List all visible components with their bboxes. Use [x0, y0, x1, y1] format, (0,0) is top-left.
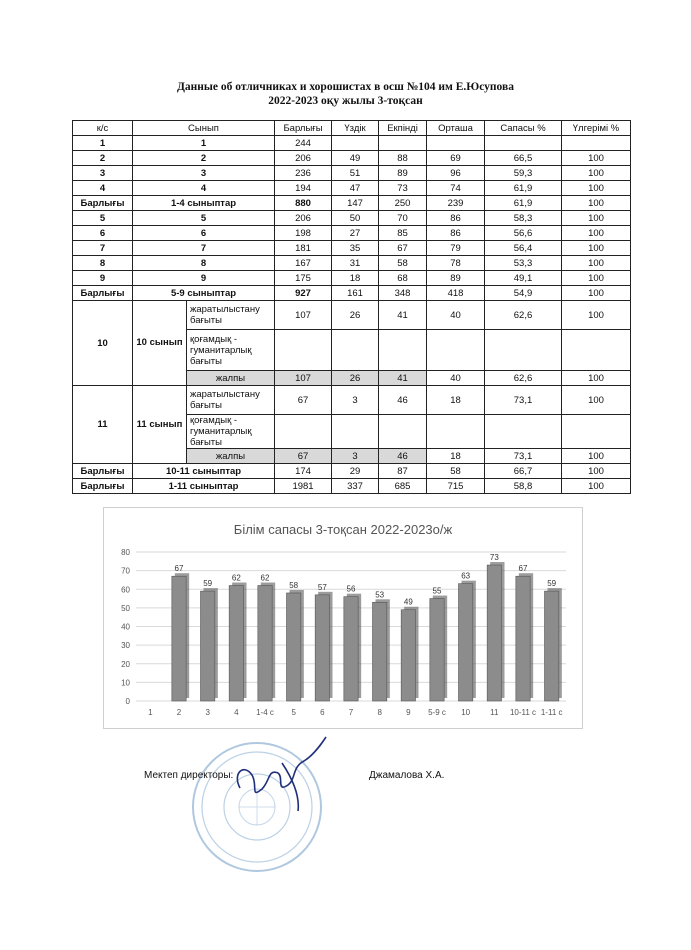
table-cell: 1981	[275, 479, 332, 494]
table-cell: 348	[379, 286, 427, 301]
table-cell: 35	[332, 241, 379, 256]
data-label: 67	[174, 564, 184, 574]
table-cell: 88	[379, 151, 427, 166]
bar	[487, 565, 501, 701]
table-cell: 62,6	[485, 371, 562, 386]
table-cell: 175	[275, 271, 332, 286]
bar	[201, 591, 215, 701]
bar	[258, 586, 272, 701]
table-cell: 927	[275, 286, 332, 301]
table-cell: 41	[379, 301, 427, 330]
table-cell: 87	[379, 464, 427, 479]
table-cell: 26	[332, 301, 379, 330]
table-cell: жаратылыстану бағыты	[187, 301, 275, 330]
table-cell: 10 сынып	[133, 301, 187, 386]
data-label: 58	[289, 580, 299, 590]
table-cell: 59,3	[485, 166, 562, 181]
table-cell: 100	[562, 301, 631, 330]
header-excellent: Үздік	[332, 121, 379, 136]
bar	[545, 591, 559, 701]
table-cell: 100	[562, 479, 631, 494]
quality-chart	[103, 507, 583, 729]
x-tick-label: 4	[234, 708, 239, 717]
data-label: 63	[461, 571, 471, 581]
table-cell: 61,9	[485, 196, 562, 211]
table-cell: 40	[427, 371, 485, 386]
bar	[516, 576, 530, 701]
table-cell: 58	[379, 256, 427, 271]
bar	[430, 599, 444, 701]
table-cell: 181	[275, 241, 332, 256]
table-cell: 5-9 сыныптар	[133, 286, 275, 301]
table-cell: 86	[427, 226, 485, 241]
table-cell: 5	[73, 211, 133, 226]
table-cell: 7	[73, 241, 133, 256]
table-cell: 239	[427, 196, 485, 211]
y-tick-label: 60	[121, 585, 130, 595]
table-cell: 70	[379, 211, 427, 226]
table-cell	[332, 136, 379, 151]
table-cell: 27	[332, 226, 379, 241]
table-cell: 100	[562, 286, 631, 301]
table-cell: 685	[379, 479, 427, 494]
table-row	[73, 464, 631, 479]
y-tick-label: 40	[121, 622, 130, 632]
data-label: 59	[547, 579, 557, 589]
y-tick-label: 50	[121, 603, 130, 613]
data-label: 73	[489, 553, 499, 563]
table-cell: қоғамдық - гуманитарлық бағыты	[187, 415, 275, 449]
x-tick-label: 6	[320, 708, 325, 717]
chart-title: Білім сапасы 3-тоқсан 2022-2023о/ж	[233, 522, 453, 537]
table-cell: 100	[562, 371, 631, 386]
table-cell: 11	[73, 386, 133, 464]
table-cell: 100	[562, 256, 631, 271]
table-cell: 1	[133, 136, 275, 151]
table-cell: 73	[379, 181, 427, 196]
bar	[459, 584, 473, 701]
y-tick-label: 70	[121, 566, 130, 576]
table-cell: 198	[275, 226, 332, 241]
table-cell	[485, 330, 562, 371]
data-label: 67	[518, 564, 528, 574]
bar	[172, 576, 186, 701]
director-label: Мектеп директоры:	[144, 770, 234, 781]
table-row	[73, 241, 631, 256]
table-cell: жалпы	[187, 449, 275, 464]
table-cell	[427, 330, 485, 371]
table-cell	[379, 136, 427, 151]
table-cell: 79	[427, 241, 485, 256]
data-label: 49	[403, 597, 413, 607]
table-cell: 9	[73, 271, 133, 286]
y-tick-label: 80	[121, 548, 130, 557]
table-cell	[562, 136, 631, 151]
table-cell: 46	[379, 386, 427, 415]
table-cell: 62,6	[485, 301, 562, 330]
table-cell: 67	[379, 241, 427, 256]
table-cell: 10-11 сыныптар	[133, 464, 275, 479]
table-row	[73, 196, 631, 211]
chart-svg	[104, 508, 582, 728]
table-cell: 100	[562, 196, 631, 211]
table-cell: 89	[427, 271, 485, 286]
table-cell: 206	[275, 151, 332, 166]
x-tick-label: 11	[490, 708, 499, 717]
table-cell	[562, 415, 631, 449]
table-cell: 715	[427, 479, 485, 494]
table-cell	[485, 136, 562, 151]
table-cell: 100	[562, 241, 631, 256]
y-tick-label: 20	[121, 659, 130, 669]
table-cell: 147	[332, 196, 379, 211]
table-row	[73, 166, 631, 181]
table-cell: 56,6	[485, 226, 562, 241]
table-cell: 6	[133, 226, 275, 241]
bar	[229, 586, 243, 701]
table-cell: 67	[275, 386, 332, 415]
table-cell: 4	[133, 181, 275, 196]
table-cell: 236	[275, 166, 332, 181]
table-cell: 8	[133, 256, 275, 271]
bar	[315, 595, 329, 701]
table-cell: 18	[332, 271, 379, 286]
data-label: 55	[432, 586, 442, 596]
table-row	[73, 386, 631, 415]
table-cell: 73,1	[485, 386, 562, 415]
x-tick-label: 3	[205, 708, 210, 717]
table-cell: жаратылыстану бағыты	[187, 386, 275, 415]
header-good: Екпінді	[379, 121, 427, 136]
table-row	[73, 136, 631, 151]
header-total: Барлығы	[275, 121, 332, 136]
table-cell: 100	[562, 151, 631, 166]
table-cell: 89	[379, 166, 427, 181]
data-label: 62	[260, 573, 270, 583]
x-tick-label: 10-11 с	[509, 708, 537, 717]
table-cell: 107	[275, 301, 332, 330]
table-cell: 6	[73, 226, 133, 241]
table-cell: 418	[427, 286, 485, 301]
table-row	[73, 256, 631, 271]
table-cell: 78	[427, 256, 485, 271]
table-cell	[379, 330, 427, 371]
data-label: 59	[203, 579, 213, 589]
table-cell: 53,3	[485, 256, 562, 271]
table-cell: 49	[332, 151, 379, 166]
table-cell: 3	[133, 166, 275, 181]
table-cell: 250	[379, 196, 427, 211]
table-cell	[332, 330, 379, 371]
table-row	[73, 286, 631, 301]
table-cell: 46	[379, 449, 427, 464]
table-cell: Барлығы	[73, 286, 133, 301]
table-cell	[379, 415, 427, 449]
data-label: 57	[317, 582, 327, 592]
document-subtitle: 2022-2023 оқу жылы 3-тоқсан	[268, 95, 423, 107]
table-cell: 67	[275, 449, 332, 464]
table-cell: 86	[427, 211, 485, 226]
x-tick-label: 1-4 с	[256, 708, 274, 717]
table-cell: 10	[73, 301, 133, 386]
table-row	[73, 151, 631, 166]
table-cell: 85	[379, 226, 427, 241]
table-cell: 18	[427, 386, 485, 415]
table-cell: 66,7	[485, 464, 562, 479]
table-cell: 58	[427, 464, 485, 479]
table-cell: 337	[332, 479, 379, 494]
director-name: Джамалова Х.А.	[369, 770, 445, 781]
data-label: 56	[346, 584, 356, 594]
document-title: Данные об отличниках и хорошистах в осш №104 им Е.Юсупова	[177, 81, 514, 93]
data-label: 53	[375, 590, 385, 600]
table-cell: 11 сынып	[133, 386, 187, 464]
table-cell: жалпы	[187, 371, 275, 386]
table-cell: 31	[332, 256, 379, 271]
table-cell: Барлығы	[73, 196, 133, 211]
table-cell: 3	[332, 386, 379, 415]
table-cell: 58,3	[485, 211, 562, 226]
table-cell: 51	[332, 166, 379, 181]
table-cell	[562, 330, 631, 371]
header-average: Орташа	[427, 121, 485, 136]
y-tick-label: 10	[121, 678, 130, 688]
table-cell: 2	[73, 151, 133, 166]
table-cell: 54,9	[485, 286, 562, 301]
data-label: 62	[231, 573, 241, 583]
table-cell: 206	[275, 211, 332, 226]
table-cell: 1-11 сыныптар	[133, 479, 275, 494]
x-tick-label: 5	[291, 708, 296, 717]
table-cell: 41	[379, 371, 427, 386]
x-tick-label: 8	[377, 708, 382, 717]
table-cell	[275, 330, 332, 371]
table-cell: 174	[275, 464, 332, 479]
bar	[344, 597, 358, 701]
table-cell: 5	[133, 211, 275, 226]
table-cell: 40	[427, 301, 485, 330]
y-tick-label: 30	[121, 641, 130, 651]
director-signature	[222, 733, 332, 813]
x-tick-label: 1	[148, 708, 153, 717]
table-cell: 4	[73, 181, 133, 196]
table-cell: Барлығы	[73, 464, 133, 479]
table-cell: 1	[73, 136, 133, 151]
table-cell: 167	[275, 256, 332, 271]
table-row	[73, 479, 631, 494]
table-cell	[332, 415, 379, 449]
table-cell: Барлығы	[73, 479, 133, 494]
table-cell: 56,4	[485, 241, 562, 256]
x-tick-label: 5-9 с	[428, 708, 446, 717]
bar	[373, 602, 387, 701]
table-cell: 3	[73, 166, 133, 181]
table-cell: 26	[332, 371, 379, 386]
y-tick-label: 0	[125, 697, 130, 706]
table-row	[73, 181, 631, 196]
results-table	[72, 120, 631, 494]
table-cell: 9	[133, 271, 275, 286]
table-cell: 69	[427, 151, 485, 166]
table-cell: 47	[332, 181, 379, 196]
table-cell	[275, 415, 332, 449]
table-cell: 61,9	[485, 181, 562, 196]
table-cell: 18	[427, 449, 485, 464]
table-row	[73, 301, 631, 330]
table-cell: 2	[133, 151, 275, 166]
table-cell: 96	[427, 166, 485, 181]
table-cell: 49,1	[485, 271, 562, 286]
table-cell: 100	[562, 271, 631, 286]
table-cell: 880	[275, 196, 332, 211]
table-cell: 244	[275, 136, 332, 151]
table-cell: 73,1	[485, 449, 562, 464]
table-cell: 107	[275, 371, 332, 386]
table-cell: 29	[332, 464, 379, 479]
x-tick-label: 10	[461, 708, 471, 717]
table-cell: 66,5	[485, 151, 562, 166]
header-class: Сынып	[133, 121, 275, 136]
x-tick-label: 2	[176, 708, 182, 717]
x-tick-label: 9	[406, 708, 411, 717]
table-cell: 74	[427, 181, 485, 196]
x-tick-label: 7	[348, 708, 354, 717]
bar	[401, 610, 415, 701]
table-header-row	[73, 121, 631, 136]
table-cell	[485, 415, 562, 449]
header-ks: к/с	[73, 121, 133, 136]
table-cell: 7	[133, 241, 275, 256]
table-cell: қоғамдық - гуманитарлық бағыты	[187, 330, 275, 371]
table-cell: 58,8	[485, 479, 562, 494]
header-quality: Сапасы %	[485, 121, 562, 136]
table-row	[73, 226, 631, 241]
table-row	[73, 211, 631, 226]
table-cell	[427, 415, 485, 449]
table-row	[73, 271, 631, 286]
header-progress: Үлгерімі %	[562, 121, 631, 136]
table-cell: 8	[73, 256, 133, 271]
table-cell: 50	[332, 211, 379, 226]
table-cell: 100	[562, 166, 631, 181]
x-tick-label: 1-11 с	[540, 708, 563, 717]
table-cell: 100	[562, 386, 631, 415]
table-cell: 100	[562, 226, 631, 241]
table-cell: 100	[562, 211, 631, 226]
table-cell: 194	[275, 181, 332, 196]
table-cell: 3	[332, 449, 379, 464]
table-cell: 161	[332, 286, 379, 301]
bar	[287, 593, 301, 701]
table-cell: 68	[379, 271, 427, 286]
table-cell: 100	[562, 449, 631, 464]
table-cell	[427, 136, 485, 151]
table-cell: 100	[562, 464, 631, 479]
table-cell: 100	[562, 181, 631, 196]
table-cell: 1-4 сыныптар	[133, 196, 275, 211]
